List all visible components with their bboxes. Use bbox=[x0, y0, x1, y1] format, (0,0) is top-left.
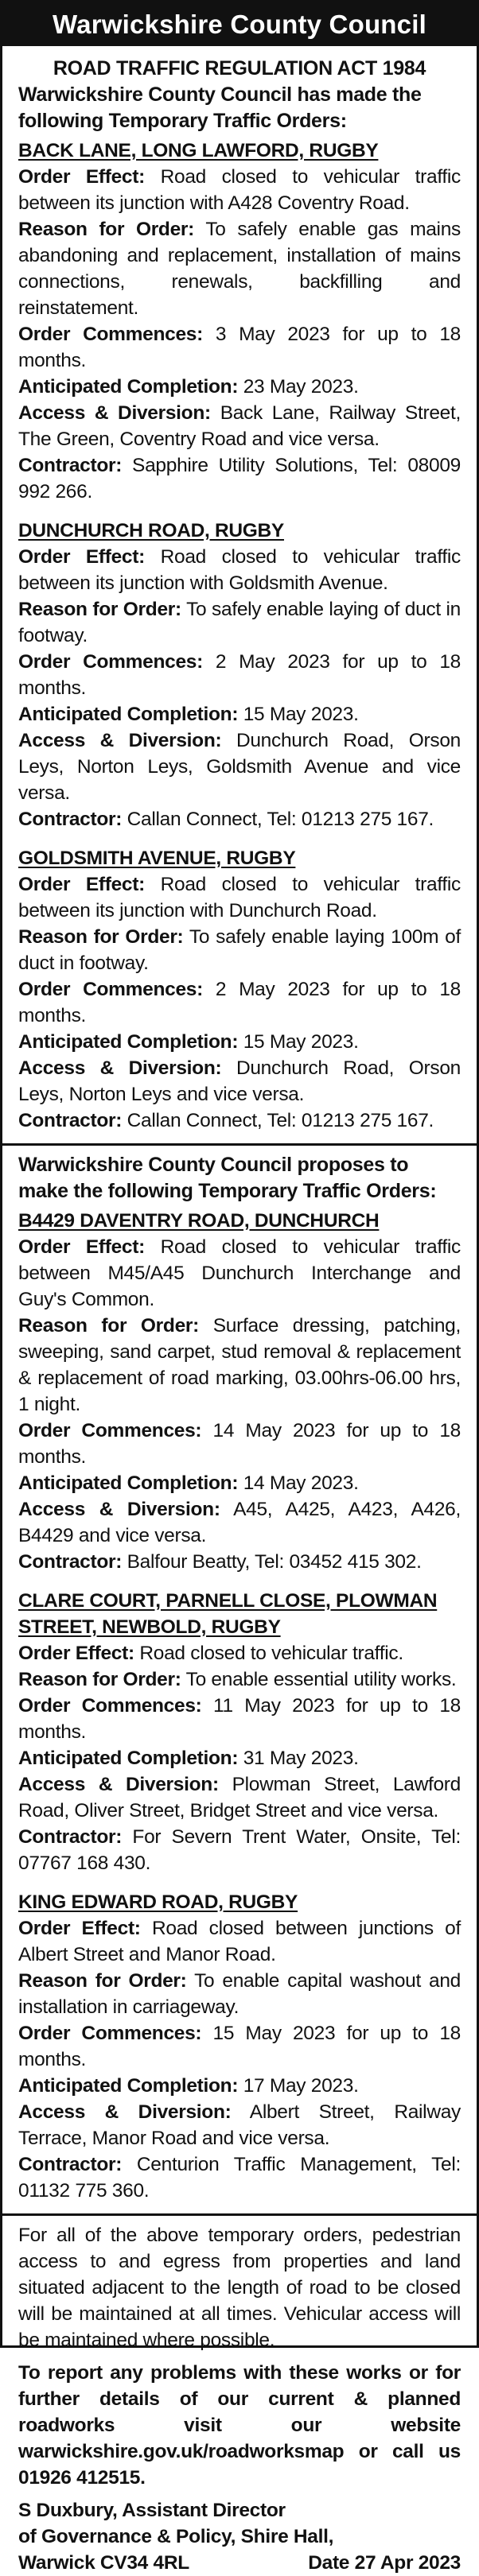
order-block bbox=[18, 1889, 461, 2204]
order-heading: BACK LANE, LONG LAWFORD, RUGBY bbox=[18, 140, 379, 161]
act-title: ROAD TRAFFIC REGULATION ACT 1984 bbox=[53, 57, 426, 80]
order-completion: Anticipated Completion: 15 May 2023. bbox=[18, 1031, 359, 1053]
intro-made-orders: Warwickshire County Council has made the following Temporary Traffic Orders: bbox=[18, 83, 422, 132]
order-block bbox=[18, 845, 461, 1134]
section-divider bbox=[2, 2213, 477, 2216]
order-reason: Reason for Order: To safely enable gas mains abandoning and replacement, installation of mains connections, renewals, backfilling and reinstatement. bbox=[18, 219, 461, 319]
order-block bbox=[18, 518, 461, 832]
order-access: Access & Diversion: Dunchurch Road, Orson Leys, Norton Leys, Goldsmith Avenue and vice versa. bbox=[18, 730, 461, 804]
section-divider bbox=[2, 1143, 477, 1146]
order-heading: CLARE COURT, PARNELL CLOSE, PLOWMAN STREET, NEWBOLD, RUGBY bbox=[18, 1590, 438, 1638]
order-heading: KING EDWARD ROAD, RUGBY bbox=[18, 1891, 298, 1913]
signatory-address-row bbox=[18, 2550, 461, 2576]
order-heading: B4429 DAVENTRY ROAD, DUNCHURCH bbox=[18, 1210, 380, 1232]
order-contractor: Contractor: Sapphire Utility Solutions, Tel: 08009 992 266. bbox=[18, 455, 461, 502]
order-effect: Order Effect: Road closed to vehicular traffic. bbox=[18, 1643, 403, 1664]
order-commences: Order Commences: 15 May 2023 for up to 18 months. bbox=[18, 2023, 461, 2070]
order-commences: Order Commences: 11 May 2023 for up to 18 months. bbox=[18, 1695, 461, 1743]
order-access: Access & Diversion: Dunchurch Road, Orson Leys, Norton Leys and vice versa. bbox=[18, 1057, 461, 1105]
order-reason: Reason for Order: Surface dressing, patching, sweeping, sand carpet, stud removal & replacement & replacement of road marking, 03.00hrs-06.00 hrs, 1 night. bbox=[18, 1315, 461, 1415]
order-effect: Order Effect: Road closed to vehicular traffic between M45/A45 Dunchurch Interchange and Guy's Common. bbox=[18, 1236, 461, 1310]
order-heading: DUNCHURCH ROAD, RUGBY bbox=[18, 520, 284, 541]
signatory-office: of Governance & Policy, Shire Hall, bbox=[18, 2526, 334, 2547]
notice-date: Date 27 Apr 2023 bbox=[308, 2552, 461, 2574]
council-banner: Warwickshire County Council bbox=[2, 2, 477, 46]
order-block bbox=[18, 138, 461, 505]
order-heading: GOLDSMITH AVENUE, RUGBY bbox=[18, 848, 296, 869]
order-block bbox=[18, 1208, 461, 1575]
order-effect: Order Effect: Road closed to vehicular traffic between its junction with Dunchurch Road. bbox=[18, 874, 461, 921]
order-completion: Anticipated Completion: 14 May 2023. bbox=[18, 1472, 359, 1494]
order-effect: Order Effect: Road closed to vehicular traffic between its junction with Goldsmith Avenue. bbox=[18, 546, 461, 594]
order-access: Access & Diversion: A45, A425, A423, A426, B4429 and vice versa. bbox=[18, 1499, 461, 1546]
order-commences: Order Commences: 3 May 2023 for up to 18 months. bbox=[18, 324, 461, 371]
order-completion: Anticipated Completion: 15 May 2023. bbox=[18, 704, 359, 725]
order-contractor: Contractor: For Severn Trent Water, Onsite, Tel: 07767 168 430. bbox=[18, 1826, 461, 1874]
order-effect: Order Effect: Road closed to vehicular traffic between its junction with A428 Coventry Road. bbox=[18, 166, 461, 214]
order-access: Access & Diversion: Plowman Street, Lawford Road, Oliver Street, Bridget Street and vice versa. bbox=[18, 1774, 461, 1821]
order-contractor: Contractor: Balfour Beatty, Tel: 03452 415 302. bbox=[18, 1551, 422, 1573]
report-problems-note: To report any problems with these works or for further details of our current & planned roadworks visit our website warwickshire.gov.uk/roadworksmap or call us 01926 412515. bbox=[18, 2362, 461, 2489]
order-contractor: Contractor: Callan Connect, Tel: 01213 275 167. bbox=[18, 1110, 434, 1131]
order-commences: Order Commences: 14 May 2023 for up to 18 months. bbox=[18, 1420, 461, 1468]
order-reason: Reason for Order: To enable capital washout and installation in carriageway. bbox=[18, 1970, 461, 2018]
notice-body bbox=[2, 46, 477, 2576]
order-commences: Order Commences: 2 May 2023 for up to 18 months. bbox=[18, 651, 461, 699]
order-contractor: Contractor: Callan Connect, Tel: 01213 275 167. bbox=[18, 809, 434, 830]
order-reason: Reason for Order: To safely enable laying 100m of duct in footway. bbox=[18, 926, 461, 974]
order-reason: Reason for Order: To safely enable laying of duct in footway. bbox=[18, 599, 461, 646]
order-effect: Order Effect: Road closed between junctions of Albert Street and Manor Road. bbox=[18, 1918, 461, 1965]
order-block bbox=[18, 1588, 461, 1876]
order-reason: Reason for Order: To enable essential utility works. bbox=[18, 1669, 457, 1690]
intro-proposed-orders: Warwickshire County Council proposes to make the following Temporary Traffic Orders: bbox=[18, 1154, 437, 1202]
order-commences: Order Commences: 2 May 2023 for up to 18 months. bbox=[18, 979, 461, 1026]
order-completion: Anticipated Completion: 23 May 2023. bbox=[18, 376, 359, 398]
order-contractor: Contractor: Centurion Traffic Management, Tel: 01132 775 360. bbox=[18, 2154, 461, 2202]
order-completion: Anticipated Completion: 31 May 2023. bbox=[18, 1748, 359, 1769]
signatory-address: Warwick CV34 4RL bbox=[18, 2552, 189, 2574]
signatory-name: S Duxbury, Assistant Director bbox=[18, 2500, 286, 2521]
pedestrian-access-note: For all of the above temporary orders, pedestrian access to and egress from properties and land situated adjacent to the length of road to be closed will be maintained at all times. Vehicular access will be maintained where possible. bbox=[18, 2225, 461, 2351]
order-access: Access & Diversion: Albert Street, Railway Terrace, Manor Road and vice versa. bbox=[18, 2101, 461, 2149]
order-access: Access & Diversion: Back Lane, Railway Street, The Green, Coventry Road and vice versa. bbox=[18, 402, 461, 450]
order-completion: Anticipated Completion: 17 May 2023. bbox=[18, 2075, 359, 2097]
